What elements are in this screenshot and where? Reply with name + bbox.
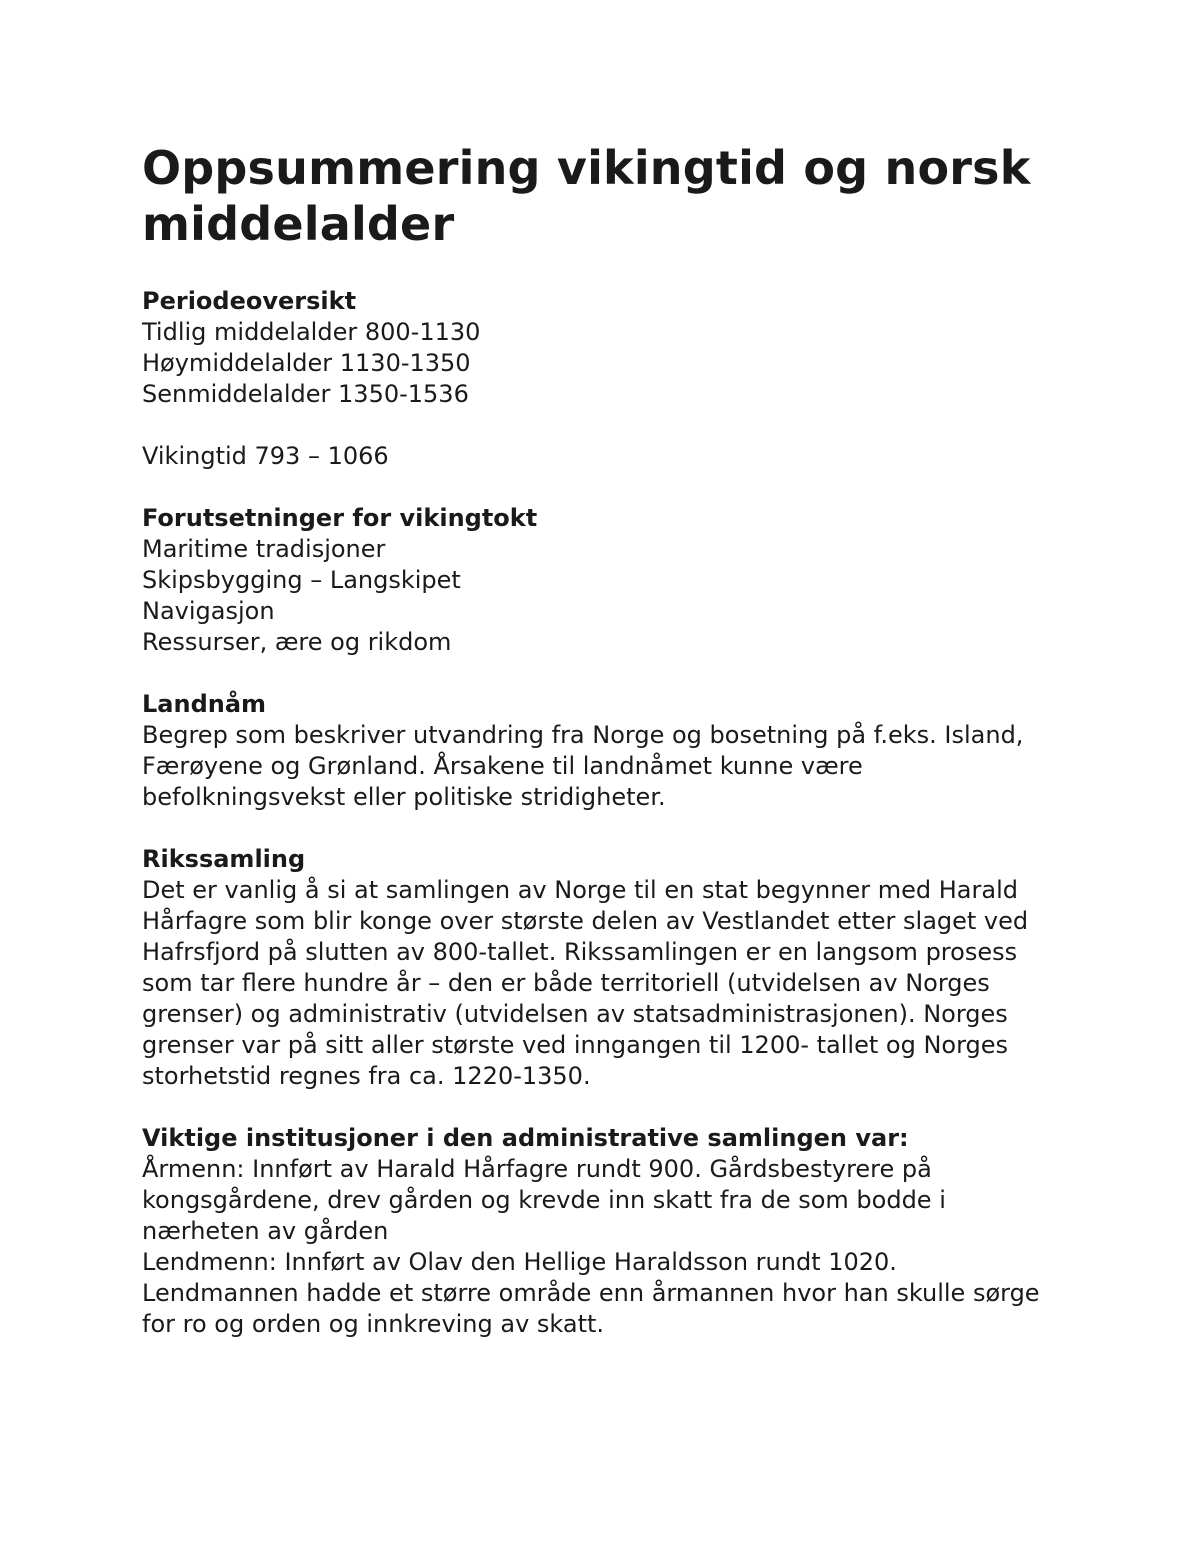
section-heading-prerequisites: Forutsetninger for vikingtokt (142, 504, 538, 532)
armenn-paragraph: Årmenn: Innført av Harald Hårfagre rundt 900. Gårdsbestyrere på kongsgårdene, drev gården og krevde inn skatt fra de som bodde i nærheten av gården (142, 1155, 946, 1245)
section-heading-rikssamling: Rikssamling (142, 845, 306, 873)
period-line: Tidlig middelalder 800-1130 (142, 318, 481, 346)
prerequisite-line: Maritime tradisjoner (142, 535, 386, 563)
section-periods (142, 286, 1062, 410)
section-prerequisites (142, 503, 1062, 658)
landnam-paragraph: Begrep som beskriver utvandring fra Norge og bosetning på f.eks. Island, Færøyene og Grønland. Årsakene til landnåmet kunne være befolkningsvekst eller politiske stridigheter. (142, 721, 1024, 811)
section-heading-landnam: Landnåm (142, 690, 267, 718)
vikingtid-line: Vikingtid 793 – 1066 (142, 442, 389, 470)
prerequisite-line: Navigasjon (142, 597, 275, 625)
period-line: Senmiddelalder 1350-1536 (142, 380, 469, 408)
document-page (142, 140, 1062, 1340)
period-line: Høymiddelalder 1130-1350 (142, 349, 471, 377)
section-institutions (142, 1123, 1062, 1340)
lendmenn-paragraph: Lendmenn: Innført av Olav den Hellige Haraldsson rundt 1020. Lendmannen hadde et større område enn årmannen hvor han skulle sørge for ro og orden og innkreving av skatt. (142, 1248, 1040, 1338)
section-heading-periods: Periodeoversikt (142, 287, 357, 315)
prerequisite-line: Ressurser, ære og rikdom (142, 628, 452, 656)
section-vikingtid (142, 441, 1062, 472)
section-landnam (142, 689, 1062, 813)
rikssamling-paragraph: Det er vanlig å si at samlingen av Norge til en stat begynner med Harald Hårfagre som blir konge over største delen av Vestlandet etter slaget ved Hafrsfjord på slutten av 800-tallet. Rikssamlingen er en langsom prosess som tar flere hundre år – den er både territoriell (utvidelsen av Norges grenser) og administrativ (utvidelsen av statsadministrasjonen). Norges grenser var på sitt aller største ved inngangen til 1200- tallet og Norges storhetstid regnes fra ca. 1220-1350. (142, 876, 1029, 1090)
section-heading-institutions: Viktige institusjoner i den administrative samlingen var: (142, 1124, 909, 1152)
page-title: Oppsummering vikingtid og norsk middelalder (142, 141, 1031, 251)
prerequisite-line: Skipsbygging – Langskipet (142, 566, 461, 594)
section-rikssamling (142, 844, 1062, 1092)
